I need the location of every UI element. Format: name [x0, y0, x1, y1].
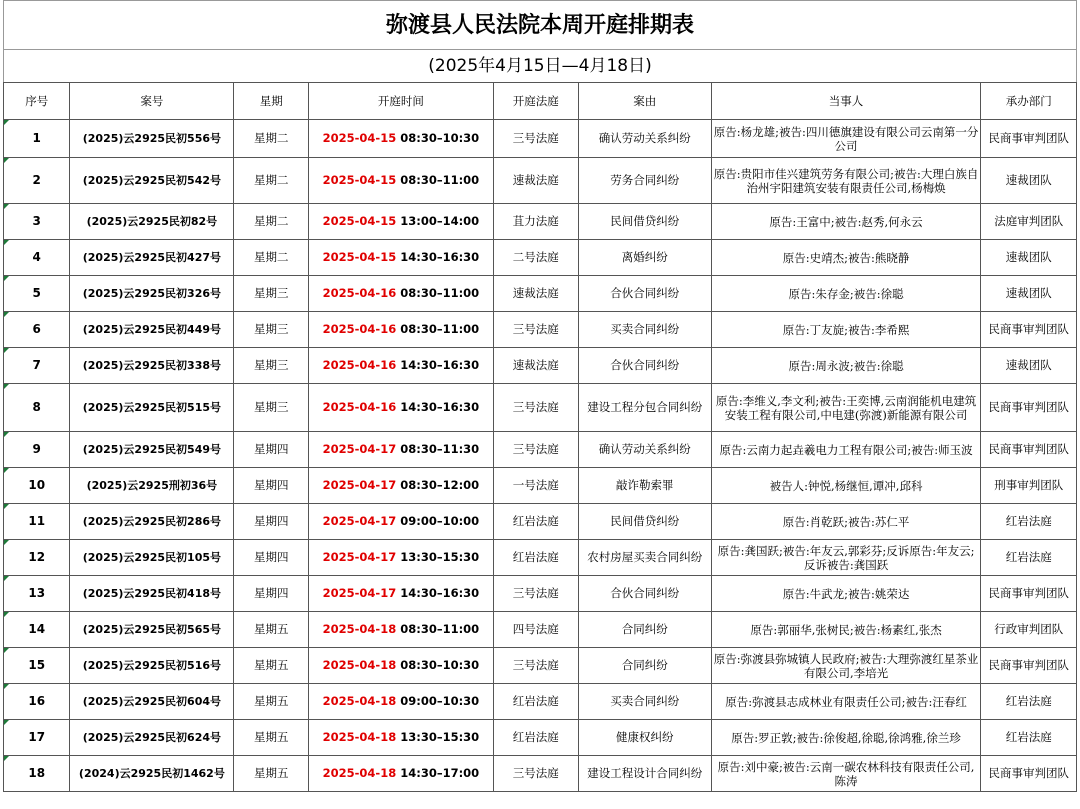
row-department: 速裁团队: [981, 348, 1077, 384]
row-no: 17: [4, 720, 70, 756]
table-row: [4, 158, 1077, 204]
row-time-range: 08:30–12:00: [400, 478, 480, 492]
row-parties: 原告:丁友旋;被告:李希熙: [711, 312, 981, 348]
row-parties: 原告:郭丽华,张树民;被告:杨素红,张杰: [711, 612, 981, 648]
row-department: 民商事审判团队: [981, 432, 1077, 468]
row-department: 速裁团队: [981, 158, 1077, 204]
row-parties: 原告:龚国跃;被告:年友云,郭彩芬;反诉原告:年友云;反诉被告:龚国跃: [711, 540, 981, 576]
row-time-range: 13:30–15:30: [400, 550, 480, 564]
row-date: 2025-04-16: [322, 358, 397, 372]
table-row: [4, 756, 1077, 792]
row-date: 2025-04-17: [322, 586, 397, 600]
row-no: 11: [4, 504, 70, 540]
row-case-number: (2025)云2925民初515号: [70, 384, 234, 432]
schedule-sheet: [3, 0, 1077, 792]
row-department: 红岩法庭: [981, 684, 1077, 720]
row-parties: 原告:杨龙雄;被告:四川德旗建设有限公司云南第一分公司: [711, 120, 981, 158]
row-courtroom: 一号法庭: [493, 468, 578, 504]
row-courtroom: 三号法庭: [493, 648, 578, 684]
row-case-number: (2025)云2925民初427号: [70, 240, 234, 276]
row-session-time: [309, 540, 494, 576]
row-case-number: (2025)云2925民初82号: [70, 204, 234, 240]
row-session-time: [309, 348, 494, 384]
row-weekday: 星期二: [234, 204, 309, 240]
table-row: [4, 504, 1077, 540]
row-session-time: [309, 432, 494, 468]
row-time-range: 14:30–16:30: [400, 400, 480, 414]
row-case-number: (2025)云2925民初449号: [70, 312, 234, 348]
row-department: 法庭审判团队: [981, 204, 1077, 240]
row-session-time: [309, 120, 494, 158]
row-courtroom: 速裁法庭: [493, 158, 578, 204]
header-court: 开庭法庭: [493, 83, 578, 120]
row-courtroom: 红岩法庭: [493, 684, 578, 720]
row-weekday: 星期四: [234, 432, 309, 468]
table-row: [4, 240, 1077, 276]
table-row: [4, 720, 1077, 756]
row-case-number: (2024)云2925民初1462号: [70, 756, 234, 792]
row-courtroom: 三号法庭: [493, 120, 578, 158]
row-session-time: [309, 648, 494, 684]
row-department: 速裁团队: [981, 276, 1077, 312]
page-subtitle: (2025年4月15日—4月18日): [3, 49, 1077, 82]
row-cause: 确认劳动关系纠纷: [578, 120, 711, 158]
table-row: [4, 276, 1077, 312]
row-date: 2025-04-15: [322, 214, 397, 228]
row-case-number: (2025)云2925民初326号: [70, 276, 234, 312]
table-row: [4, 384, 1077, 432]
row-cause: 确认劳动关系纠纷: [578, 432, 711, 468]
row-date: 2025-04-15: [322, 131, 397, 145]
row-parties: 原告:王富中;被告:赵秀,何永云: [711, 204, 981, 240]
row-department: 民商事审判团队: [981, 576, 1077, 612]
row-cause: 买卖合同纠纷: [578, 684, 711, 720]
row-courtroom: 四号法庭: [493, 612, 578, 648]
row-weekday: 星期二: [234, 240, 309, 276]
header-parties: 当事人: [711, 83, 981, 120]
row-date: 2025-04-17: [322, 514, 397, 528]
row-department: 红岩法庭: [981, 540, 1077, 576]
row-time-range: 08:30–11:00: [400, 322, 480, 336]
table-row: [4, 612, 1077, 648]
row-session-time: [309, 312, 494, 348]
row-date: 2025-04-15: [322, 250, 397, 264]
row-department: 速裁团队: [981, 240, 1077, 276]
row-weekday: 星期二: [234, 120, 309, 158]
row-no: 3: [4, 204, 70, 240]
table-row: [4, 348, 1077, 384]
row-department: 刑事审判团队: [981, 468, 1077, 504]
header-case: 案号: [70, 83, 234, 120]
row-case-number: (2025)云2925民初286号: [70, 504, 234, 540]
row-no: 16: [4, 684, 70, 720]
table-row: [4, 120, 1077, 158]
row-department: 民商事审判团队: [981, 120, 1077, 158]
row-weekday: 星期五: [234, 684, 309, 720]
row-session-time: [309, 204, 494, 240]
row-courtroom: 三号法庭: [493, 312, 578, 348]
row-session-time: [309, 576, 494, 612]
page-title: 弥渡县人民法院本周开庭排期表: [3, 0, 1077, 49]
table-row: [4, 540, 1077, 576]
row-weekday: 星期五: [234, 720, 309, 756]
row-case-number: (2025)云2925民初565号: [70, 612, 234, 648]
header-dept: 承办部门: [981, 83, 1077, 120]
row-cause: 建设工程设计合同纠纷: [578, 756, 711, 792]
row-department: 民商事审判团队: [981, 756, 1077, 792]
row-date: 2025-04-18: [322, 658, 397, 672]
header-time: 开庭时间: [309, 83, 494, 120]
row-session-time: [309, 756, 494, 792]
row-no: 6: [4, 312, 70, 348]
row-parties: 原告:肖乾跃;被告:苏仁平: [711, 504, 981, 540]
row-courtroom: 三号法庭: [493, 384, 578, 432]
row-date: 2025-04-16: [322, 322, 397, 336]
row-case-number: (2025)云2925刑初36号: [70, 468, 234, 504]
row-time-range: 14:30–16:30: [400, 250, 480, 264]
row-no: 12: [4, 540, 70, 576]
row-date: 2025-04-17: [322, 442, 397, 456]
row-cause: 建设工程分包合同纠纷: [578, 384, 711, 432]
header-row: [4, 83, 1077, 120]
row-parties: 被告人:钟悦,杨继恒,谭冲,邱科: [711, 468, 981, 504]
row-weekday: 星期四: [234, 576, 309, 612]
row-weekday: 星期三: [234, 276, 309, 312]
row-cause: 民间借贷纠纷: [578, 504, 711, 540]
row-department: 民商事审判团队: [981, 648, 1077, 684]
row-courtroom: 三号法庭: [493, 576, 578, 612]
row-no: 18: [4, 756, 70, 792]
row-parties: 原告:史靖杰;被告:熊晓静: [711, 240, 981, 276]
row-no: 13: [4, 576, 70, 612]
row-weekday: 星期三: [234, 384, 309, 432]
row-time-range: 13:30–15:30: [400, 730, 480, 744]
row-time-range: 08:30–10:30: [400, 131, 480, 145]
row-parties: 原告:李维义,李文利;被告:王奕博,云南润能机电建筑安装工程有限公司,中电建(弥渡)新能源有限公司: [711, 384, 981, 432]
row-courtroom: 速裁法庭: [493, 276, 578, 312]
row-no: 7: [4, 348, 70, 384]
row-case-number: (2025)云2925民初604号: [70, 684, 234, 720]
table-row: [4, 648, 1077, 684]
schedule-table: [3, 82, 1077, 792]
row-no: 4: [4, 240, 70, 276]
row-courtroom: 红岩法庭: [493, 540, 578, 576]
row-weekday: 星期五: [234, 612, 309, 648]
row-cause: 健康权纠纷: [578, 720, 711, 756]
row-weekday: 星期四: [234, 504, 309, 540]
row-parties: 原告:罗正敦;被告:徐俊超,徐聪,徐鸿雅,徐兰珍: [711, 720, 981, 756]
row-cause: 敲诈勒索罪: [578, 468, 711, 504]
row-cause: 农村房屋买卖合同纠纷: [578, 540, 711, 576]
table-row: [4, 204, 1077, 240]
header-cause: 案由: [578, 83, 711, 120]
row-date: 2025-04-17: [322, 550, 397, 564]
row-no: 5: [4, 276, 70, 312]
row-case-number: (2025)云2925民初418号: [70, 576, 234, 612]
row-no: 15: [4, 648, 70, 684]
row-courtroom: 红岩法庭: [493, 720, 578, 756]
row-cause: 合同纠纷: [578, 612, 711, 648]
row-no: 9: [4, 432, 70, 468]
row-courtroom: 苴力法庭: [493, 204, 578, 240]
row-time-range: 08:30–10:30: [400, 658, 480, 672]
row-weekday: 星期四: [234, 540, 309, 576]
row-department: 民商事审判团队: [981, 312, 1077, 348]
row-case-number: (2025)云2925民初338号: [70, 348, 234, 384]
row-date: 2025-04-15: [322, 173, 397, 187]
row-cause: 买卖合同纠纷: [578, 312, 711, 348]
row-weekday: 星期五: [234, 756, 309, 792]
row-department: 行政审判团队: [981, 612, 1077, 648]
row-weekday: 星期三: [234, 348, 309, 384]
row-courtroom: 三号法庭: [493, 432, 578, 468]
row-time-range: 09:00–10:00: [400, 514, 480, 528]
row-case-number: (2025)云2925民初624号: [70, 720, 234, 756]
row-session-time: [309, 684, 494, 720]
row-case-number: (2025)云2925民初556号: [70, 120, 234, 158]
row-session-time: [309, 720, 494, 756]
row-no: 14: [4, 612, 70, 648]
row-department: 红岩法庭: [981, 720, 1077, 756]
row-time-range: 14:30–16:30: [400, 358, 480, 372]
row-case-number: (2025)云2925民初516号: [70, 648, 234, 684]
row-weekday: 星期五: [234, 648, 309, 684]
row-date: 2025-04-18: [322, 694, 397, 708]
row-cause: 合同纠纷: [578, 648, 711, 684]
row-parties: 原告:牛武龙;被告:姚荣达: [711, 576, 981, 612]
row-case-number: (2025)云2925民初105号: [70, 540, 234, 576]
row-cause: 合伙合同纠纷: [578, 276, 711, 312]
row-date: 2025-04-18: [322, 766, 397, 780]
row-cause: 合伙合同纠纷: [578, 348, 711, 384]
header-no: 序号: [4, 83, 70, 120]
row-cause: 劳务合同纠纷: [578, 158, 711, 204]
row-session-time: [309, 240, 494, 276]
row-no: 10: [4, 468, 70, 504]
table-row: [4, 432, 1077, 468]
row-cause: 民间借贷纠纷: [578, 204, 711, 240]
row-time-range: 13:00–14:00: [400, 214, 480, 228]
row-time-range: 08:30–11:30: [400, 442, 480, 456]
row-parties: 原告:贵阳市佳兴建筑劳务有限公司;被告:大理白族自治州宇阳建筑安装有限责任公司,杨梅焕: [711, 158, 981, 204]
table-row: [4, 468, 1077, 504]
row-session-time: [309, 504, 494, 540]
row-courtroom: 红岩法庭: [493, 504, 578, 540]
row-parties: 原告:云南力起垚羲电力工程有限公司;被告:师玉波: [711, 432, 981, 468]
row-no: 2: [4, 158, 70, 204]
row-date: 2025-04-17: [322, 478, 397, 492]
row-no: 8: [4, 384, 70, 432]
header-weekday: 星期: [234, 83, 309, 120]
row-date: 2025-04-18: [322, 730, 397, 744]
row-session-time: [309, 158, 494, 204]
table-row: [4, 312, 1077, 348]
row-parties: 原告:弥渡县志成林业有限责任公司;被告:汪春红: [711, 684, 981, 720]
row-weekday: 星期四: [234, 468, 309, 504]
row-no: 1: [4, 120, 70, 158]
row-parties: 原告:弥渡县弥城镇人民政府;被告:大理弥渡红星茶业有限公司,李培光: [711, 648, 981, 684]
row-time-range: 08:30–11:00: [400, 622, 480, 636]
row-case-number: (2025)云2925民初542号: [70, 158, 234, 204]
row-parties: 原告:周永波;被告:徐聪: [711, 348, 981, 384]
row-courtroom: 二号法庭: [493, 240, 578, 276]
row-time-range: 08:30–11:00: [400, 286, 480, 300]
table-row: [4, 684, 1077, 720]
row-courtroom: 三号法庭: [493, 756, 578, 792]
row-cause: 合伙合同纠纷: [578, 576, 711, 612]
row-time-range: 08:30–11:00: [400, 173, 480, 187]
table-row: [4, 576, 1077, 612]
row-session-time: [309, 276, 494, 312]
row-time-range: 09:00–10:30: [400, 694, 480, 708]
row-date: 2025-04-16: [322, 400, 397, 414]
row-department: 民商事审判团队: [981, 384, 1077, 432]
row-weekday: 星期三: [234, 312, 309, 348]
row-session-time: [309, 384, 494, 432]
row-session-time: [309, 468, 494, 504]
row-parties: 原告:刘中豪;被告:云南一碳农林科技有限责任公司,陈涛: [711, 756, 981, 792]
row-time-range: 14:30–17:00: [400, 766, 480, 780]
row-date: 2025-04-18: [322, 622, 397, 636]
row-weekday: 星期二: [234, 158, 309, 204]
row-parties: 原告:朱存金;被告:徐聪: [711, 276, 981, 312]
row-cause: 离婚纠纷: [578, 240, 711, 276]
row-case-number: (2025)云2925民初549号: [70, 432, 234, 468]
row-session-time: [309, 612, 494, 648]
row-courtroom: 速裁法庭: [493, 348, 578, 384]
row-time-range: 14:30–16:30: [400, 586, 480, 600]
row-date: 2025-04-16: [322, 286, 397, 300]
row-department: 红岩法庭: [981, 504, 1077, 540]
